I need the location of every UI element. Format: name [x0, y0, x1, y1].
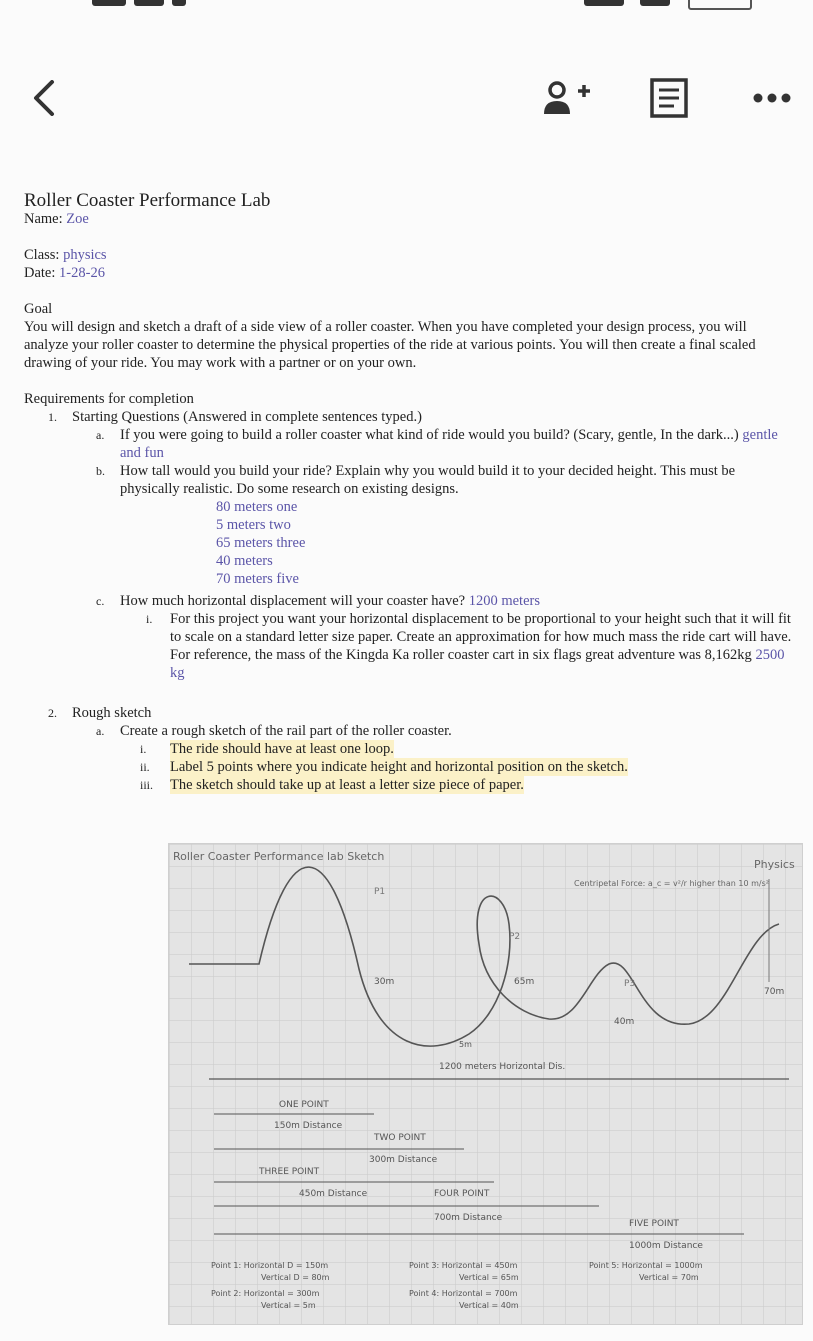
label-h3: 40m [614, 1017, 635, 1027]
answer-1b-list [24, 498, 794, 588]
answer-1c: 1200 meters [468, 593, 540, 609]
goal-text: You will design and sketch a draft of a side view of a roller coaster. When you have completed your design process, you will analyze your roller coaster to determine the physical properties of the ride at various points. You will then create a final scaled drawing of your ride. You may work with a partner or on your own. [24, 319, 756, 371]
name-line: Name: Zoe [24, 211, 89, 227]
point-note: Point 2: Horizontal = 300m [211, 1289, 320, 1298]
document-body[interactable] [24, 192, 794, 794]
question-1b: b. How tall would you build your ride? Explain why you would build it to your decided height. This must be physically realistic. Do some research on existing designs. [96, 463, 736, 497]
height-answer: 80 meters one [216, 499, 298, 515]
point-note: Vertical = 5m [261, 1301, 316, 1310]
height-answer: 70 meters five [216, 571, 299, 587]
height-answer: 65 meters three [216, 535, 306, 551]
height-answer: 5 meters two [216, 517, 291, 533]
label-h5: 5m [459, 1040, 472, 1049]
date-value: 1-28-26 [59, 265, 105, 281]
document-outline-icon[interactable] [650, 78, 688, 118]
label-h4: 70m [764, 987, 785, 997]
distance-value: 150m Distance [274, 1121, 343, 1131]
point-note: Point 5: Horizontal = 1000m [589, 1261, 703, 1270]
distance-title: FOUR POINT [434, 1189, 490, 1199]
distance-value: 700m Distance [434, 1213, 503, 1223]
label-h2: 65m [514, 977, 535, 987]
class-value: physics [63, 247, 107, 263]
question-1: 1. Starting Questions (Answered in complete sentences typed.) [48, 409, 422, 425]
app-top-bar [0, 0, 813, 140]
answer-1a: gentle and fun [120, 427, 778, 461]
height-answer: 40 meters [216, 553, 273, 569]
point-note: Point 1: Horizontal D = 150m [211, 1261, 329, 1270]
label-total: 1200 meters Horizontal Dis. [439, 1062, 566, 1072]
question-2: 2. Rough sketch [48, 705, 152, 721]
point-note: Point 3: Horizontal = 450m [409, 1261, 518, 1270]
add-person-icon[interactable] [542, 80, 592, 116]
status-bar [0, 0, 813, 8]
class-line: Class: physics [24, 247, 107, 263]
distance-value: 450m Distance [299, 1189, 368, 1199]
distance-title: FIVE POINT [629, 1219, 679, 1229]
question-2a-ii: ii. Label 5 points where you indicate height and horizontal position on the sketch. [140, 759, 628, 775]
point-note: Vertical = 70m [639, 1273, 699, 1282]
sketch-photo[interactable] [168, 843, 803, 1325]
question-1a: a. If you were going to build a roller coaster what kind of ride would you build? (Scary, gentle, In the dark...) gentle and fun [96, 427, 778, 461]
point-note: Vertical = 65m [459, 1273, 519, 1282]
label-h1: 30m [374, 977, 395, 987]
label-p3: P3 [624, 979, 636, 989]
sketch-formula: Centripetal Force: a_c = v²/r higher than 10 m/s² [574, 879, 769, 888]
distance-title: ONE POINT [279, 1100, 329, 1110]
point-note: Vertical = 40m [459, 1301, 519, 1310]
name-value: Zoe [66, 211, 89, 227]
sketch-header: Roller Coaster Performance lab Sketch [173, 850, 385, 863]
distance-value: 1000m Distance [629, 1241, 703, 1251]
distance-title: THREE POINT [259, 1167, 320, 1177]
point-note: Vertical D = 80m [261, 1273, 330, 1282]
label-p2: P2 [509, 932, 521, 942]
goal-heading: Goal [24, 301, 53, 317]
more-horizontal-icon[interactable] [752, 92, 792, 104]
point-note: Point 4: Horizontal = 700m [409, 1289, 518, 1298]
answer-1c-i: 2500 kg [170, 647, 785, 681]
sketch-subject: Physics [754, 858, 795, 871]
label-p1: P1 [374, 887, 386, 897]
question-2a: a. Create a rough sketch of the rail part of the roller coaster. [96, 723, 452, 739]
requirements-heading: Requirements for completion [24, 391, 194, 407]
date-line: Date: 1-28-26 [24, 265, 105, 281]
question-1c: c. How much horizontal displacement will your coaster have? 1200 meters [96, 593, 540, 609]
question-2a-iii: iii. The sketch should take up at least a letter size piece of paper. [140, 777, 524, 793]
doc-title: Roller Coaster Performance Lab [24, 190, 271, 211]
question-2a-i: i. The ride should have at least one loop. [140, 741, 394, 757]
question-1c-i: i. For this project you want your horizontal displacement to be proportional to your height such that it will fit to scale on a standard letter size paper. Create an approximation for how much mass the ride cart will have. For reference, the mass of the Kingda Ka roller coaster cart in six flags great adventure was 8,162kg 2500 kg [146, 611, 792, 681]
distance-title: TWO POINT [374, 1133, 426, 1143]
distance-value: 300m Distance [369, 1155, 438, 1165]
chevron-left-icon[interactable] [30, 80, 60, 116]
